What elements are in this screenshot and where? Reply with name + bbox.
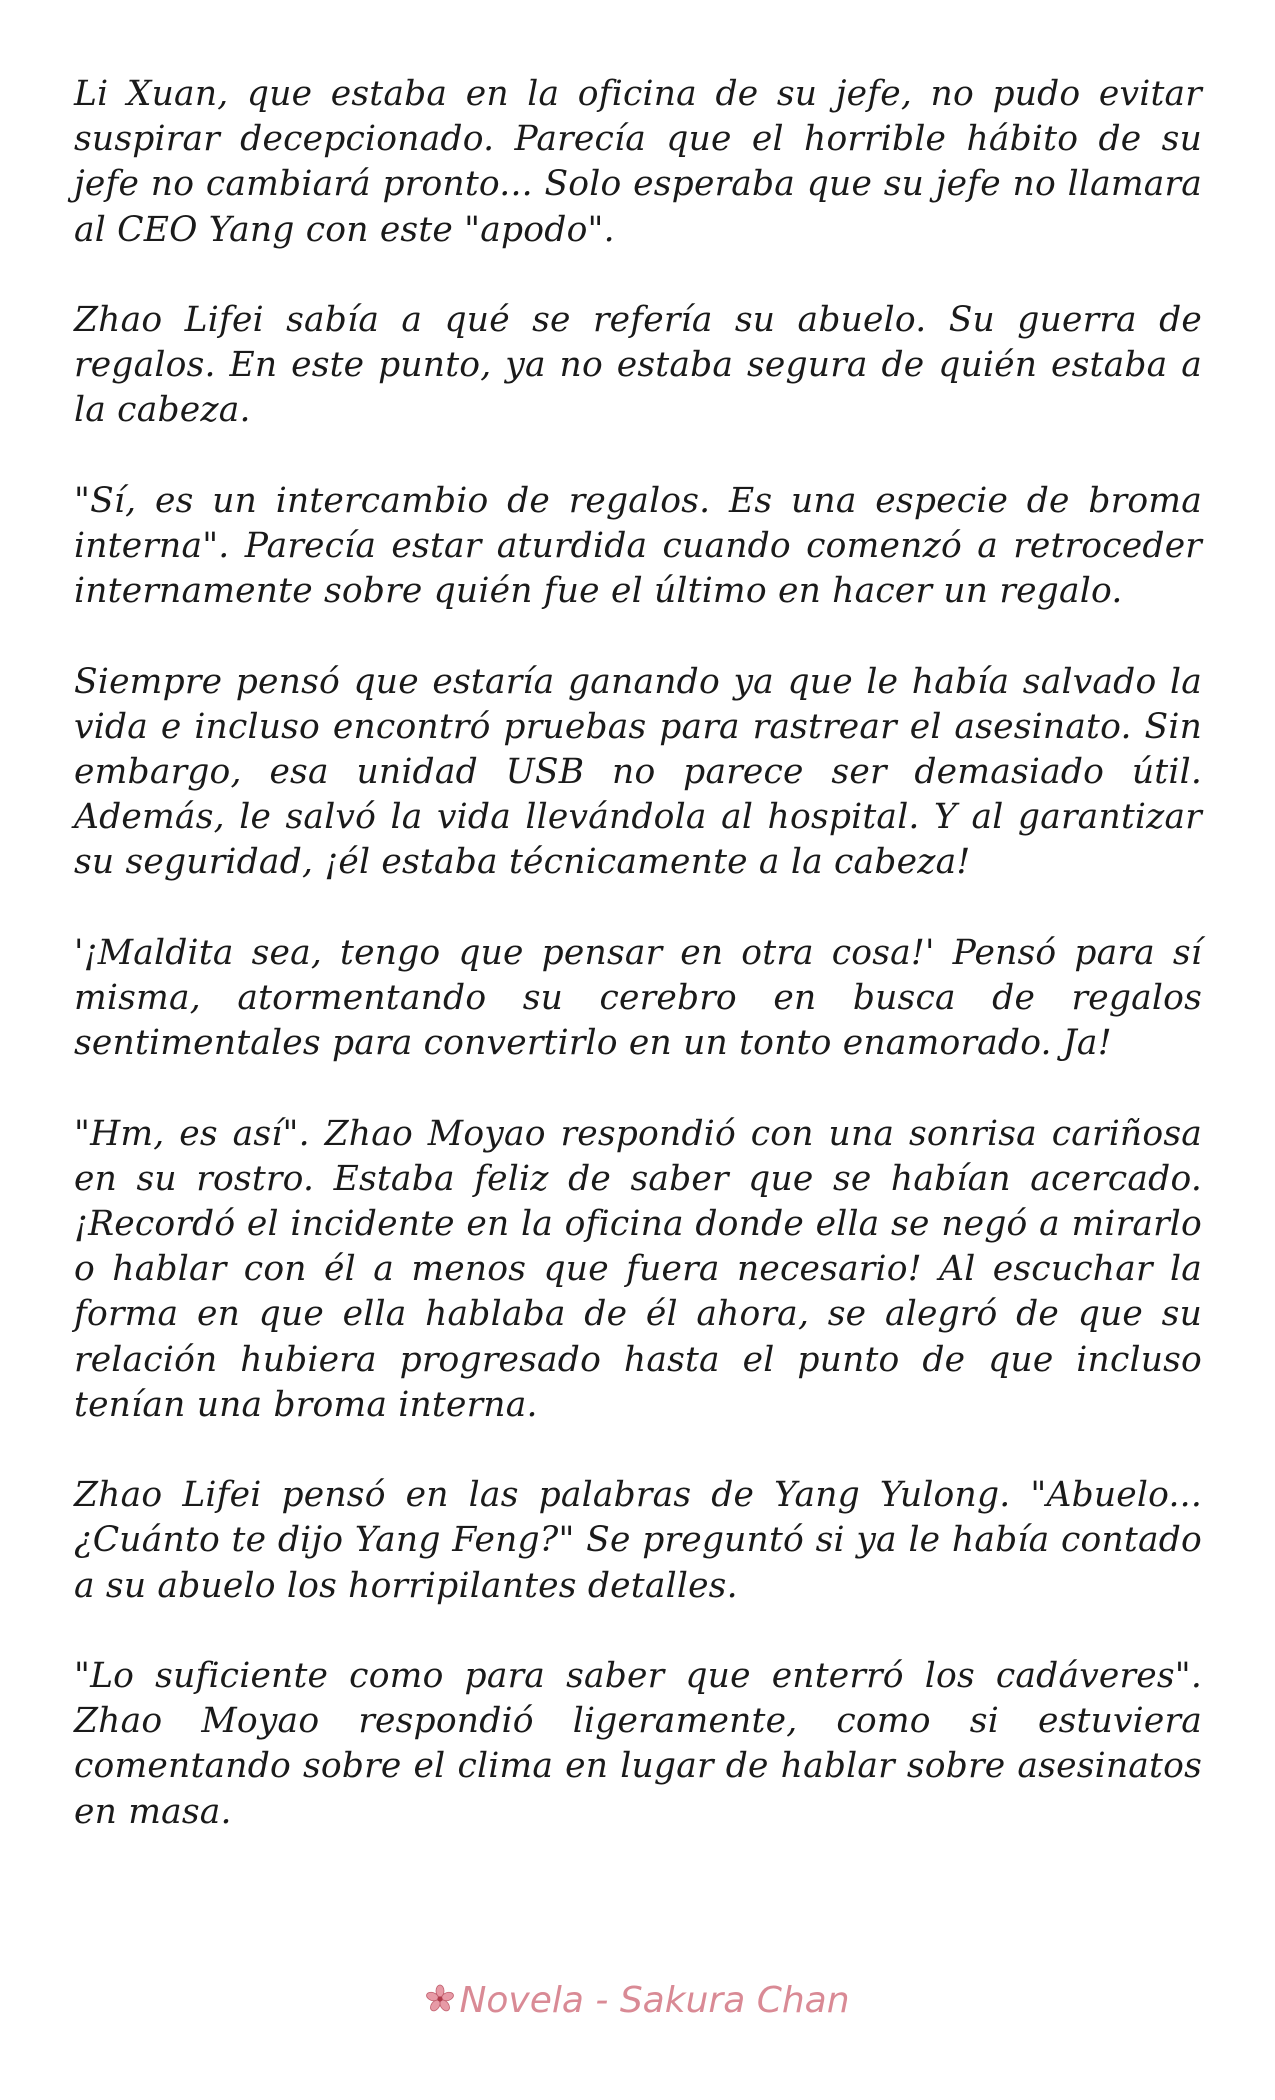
paragraph-6: "Hm, es así". Zhao Moyao respondió con una sonrisa cariñosa en su rostro. Estaba feliz de saber que se habían acercado. ¡Recordó el incidente en la oficina donde ella se negó a mirarlo o hablar con él a menos que fuera necesario! Al escuchar la forma en que ella hablaba de él ahora, se alegró de que su relación hubiera progresado hasta el punto de que incluso tenían una broma interna. [74,1113,1202,1425]
paragraph-4: Siempre pensó que estaría ganando ya que le había salvado la vida e incluso encontró pruebas para rastrear el asesinato. Sin embargo, esa unidad USB no parece ser demasiado útil. Además, le salvó la vida llevándola al hospital. Y al garantizar su seguridad, ¡él estaba técnicamente a la cabeza! [74,661,1202,883]
paragraph-1: Li Xuan, que estaba en la oficina de su jefe, no pudo evitar suspirar decepcionado. Parecía que el horrible hábito de su jefe no cambiará pronto... Solo esperaba que su jefe no llamara al CEO Yang con este "apodo". [74,74,1202,250]
watermark [0,1980,1275,2021]
sakura-flower-icon [425,1982,455,2012]
paragraph-3: "Sí, es un intercambio de regalos. Es una especie de broma interna". Parecía estar aturdida cuando comenzó a retroceder internamente sobre quién fue el último en hacer un regalo. [74,480,1202,612]
document-body [74,72,1202,1880]
paragraph-5: '¡Maldita sea, tengo que pensar en otra cosa!' Pensó para sí misma, atormentando su cerebro en busca de regalos sentimentales para convertirlo en un tonto enamorado. Ja! [74,932,1202,1064]
paragraph-8: "Lo suficiente como para saber que enterró los cadáveres". Zhao Moyao respondió ligeramente, como si estuviera comentando sobre el clima en lugar de hablar sobre asesinatos en masa. [74,1656,1202,1832]
watermark-text: Novela - Sakura Chan [459,1980,850,2021]
paragraph-7: Zhao Lifei pensó en las palabras de Yang Yulong. "Abuelo... ¿Cuánto te dijo Yang Feng?" Se preguntó si ya le había contado a su abuelo los horripilantes detalles. [74,1475,1202,1606]
paragraph-2: Zhao Lifei sabía a qué se refería su abuelo. Su guerra de regalos. En este punto, ya no estaba segura de quién estaba a la cabeza. [74,300,1202,431]
